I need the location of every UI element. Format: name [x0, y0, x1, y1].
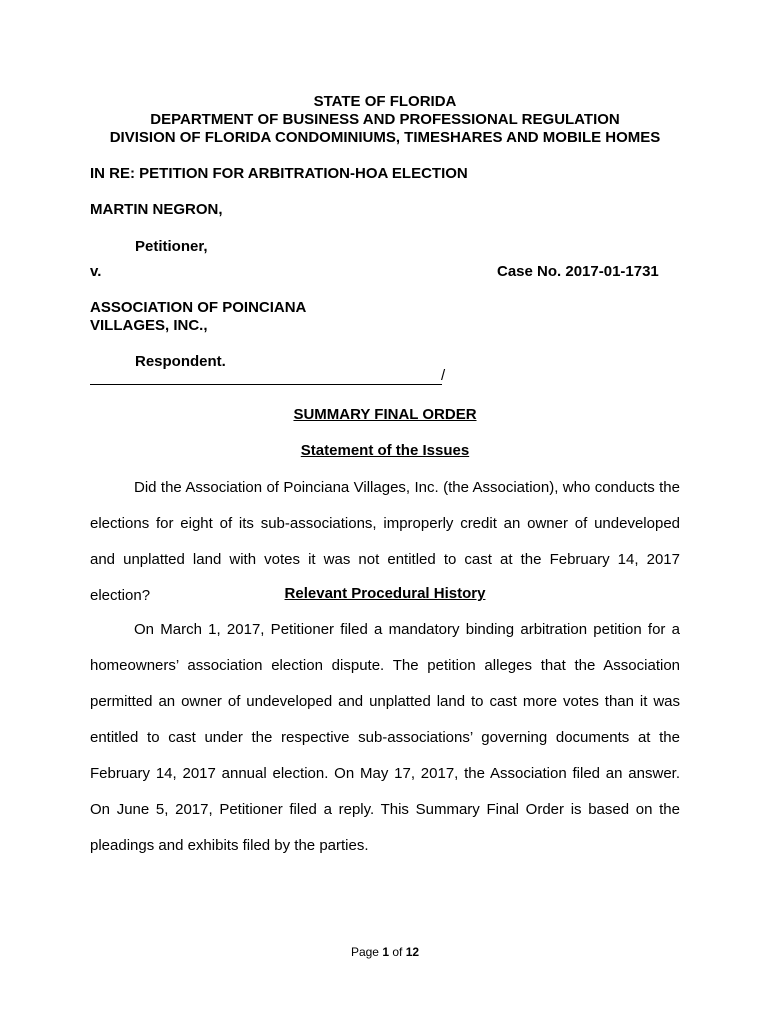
respondent-name-line2: VILLAGES, INC.,: [90, 317, 208, 334]
page-footer: [0, 945, 770, 959]
page-label: Page: [350, 945, 379, 959]
paragraph-issues: Did the Association of Poinciana Villages, Inc. (the Association), who conducts the elections for eight of its sub-associations, improperly credit an owner of undeveloped and unplatted land with votes it was not entitled to cast at the February 14, 2017 election?: [90, 479, 680, 604]
section-heading-procedural-history: Relevant Procedural History: [284, 585, 486, 602]
section-heading: [0, 585, 770, 603]
case-number: Case No. 2017-01-1731: [497, 263, 659, 280]
page-total: 12: [405, 945, 420, 959]
header-department: DEPARTMENT OF BUSINESS AND PROFESSIONAL REGULATION: [150, 111, 620, 128]
section-heading-issues: Statement of the Issues: [300, 442, 470, 459]
paragraph-procedural-history: On March 1, 2017, Petitioner filed a mandatory binding arbitration petition for a homeowners’ association election dispute. The petition alleges that the Association permitted an owner of undeveloped and unplatted land to cast more votes than it was entitled to cast under the respective sub-associations’ governing documents at the February 14, 2017 annual election. On May 17, 2017, the Association filed an answer. On June 5, 2017, Petitioner filed a reply. This Summary Final Order is based on the pleadings and exhibits filed by the parties.: [90, 621, 680, 854]
agency-header: [0, 93, 770, 147]
versus: v.: [90, 263, 102, 280]
respondent-role: Respondent.: [135, 353, 226, 370]
respondent-name-line1: ASSOCIATION OF POINCIANA: [90, 299, 307, 316]
document-title-text: SUMMARY FINAL ORDER: [293, 406, 477, 423]
petitioner-name: MARTIN NEGRON,: [90, 201, 223, 218]
caption-divider-line: [90, 370, 442, 385]
petitioner-role: Petitioner,: [135, 238, 208, 255]
document-title: [0, 406, 770, 424]
header-state: STATE OF FLORIDA: [313, 93, 457, 110]
section-heading: [0, 442, 770, 460]
caption-divider-slash: /: [441, 367, 446, 384]
page-of: of: [392, 945, 403, 959]
header-division: DIVISION OF FLORIDA CONDOMINIUMS, TIMESHARES AND MOBILE HOMES: [109, 129, 661, 146]
page-current: 1: [382, 945, 389, 959]
in-re-line: IN RE: PETITION FOR ARBITRATION-HOA ELECTION: [90, 165, 468, 182]
